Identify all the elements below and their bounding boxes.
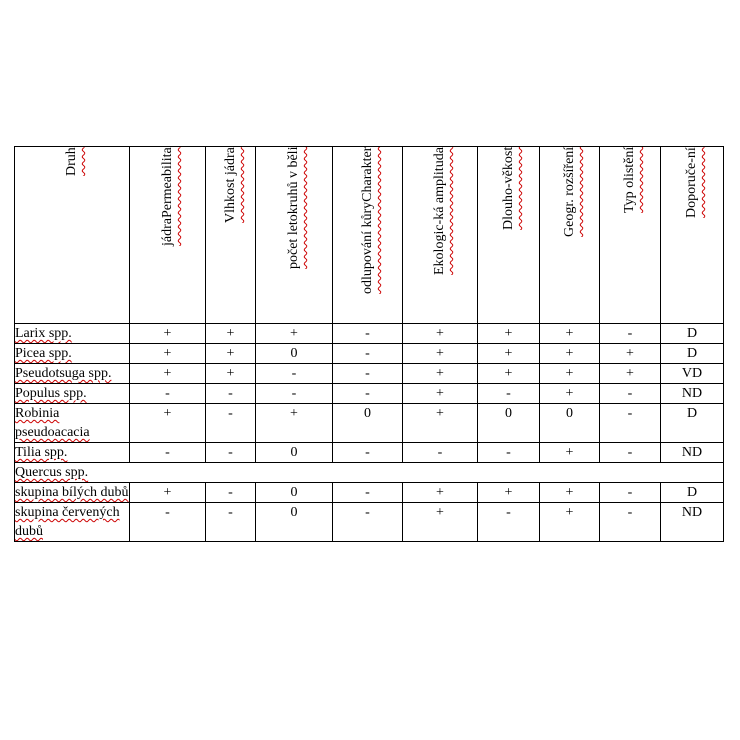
- species-name: Tilia spp.: [15, 445, 68, 460]
- header-label: Typ olistění: [622, 147, 637, 214]
- table-body: [15, 324, 724, 542]
- rating-cell: +: [540, 483, 600, 503]
- rating-cell: 0: [256, 344, 333, 364]
- species-name-cell: [15, 384, 130, 404]
- species-name: Larix spp.: [15, 326, 72, 341]
- header-label: Vlhkost jádra: [222, 147, 238, 223]
- rating-cell: +: [540, 344, 600, 364]
- rating-cell: +: [403, 384, 478, 404]
- rating-cell: +: [540, 324, 600, 344]
- rating-cell: +: [403, 364, 478, 384]
- rating-cell: -: [600, 503, 661, 542]
- header-cell-bark: [333, 147, 403, 324]
- rating-cell: +: [540, 384, 600, 404]
- rating-cell: +: [130, 364, 206, 384]
- rating-cell: -: [600, 384, 661, 404]
- header-label: Doporuče-ní: [684, 147, 699, 218]
- rating-cell: +: [403, 503, 478, 542]
- rating-cell: D: [661, 483, 724, 503]
- table-row: [15, 483, 724, 503]
- rating-cell: -: [206, 404, 256, 443]
- table-row: [15, 344, 724, 364]
- rating-cell: 0: [333, 404, 403, 443]
- rating-cell: -: [333, 344, 403, 364]
- rating-cell: -: [206, 443, 256, 463]
- rating-cell: -: [600, 443, 661, 463]
- rating-cell: +: [256, 404, 333, 443]
- rating-cell: -: [256, 384, 333, 404]
- rating-cell: -: [333, 503, 403, 542]
- species-name: Pseudotsuga spp.: [15, 366, 112, 381]
- rating-cell: +: [256, 324, 333, 344]
- header-label: odlupování kůryCharakter: [359, 147, 375, 295]
- header-label: Dlouho-věkost: [500, 147, 516, 231]
- rating-cell: +: [206, 324, 256, 344]
- rating-cell: +: [478, 483, 540, 503]
- header-cell-longevity: [478, 147, 540, 324]
- header-label: Druh: [64, 147, 79, 176]
- table-row: [15, 364, 724, 384]
- header-label: Geogr. rozšíření: [561, 147, 577, 238]
- rating-cell: 0: [478, 404, 540, 443]
- header-cell-foliage: [600, 147, 661, 324]
- rating-cell: -: [130, 384, 206, 404]
- table-row: [15, 503, 724, 542]
- rating-cell: D: [661, 344, 724, 364]
- rating-cell: VD: [661, 364, 724, 384]
- rating-cell: +: [130, 344, 206, 364]
- rating-cell: ND: [661, 384, 724, 404]
- rating-cell: ND: [661, 503, 724, 542]
- table-row: [15, 384, 724, 404]
- rating-cell: 0: [256, 483, 333, 503]
- rating-cell: +: [540, 503, 600, 542]
- rating-cell: -: [256, 364, 333, 384]
- rating-cell: -: [130, 443, 206, 463]
- species-name-cell: [15, 503, 130, 542]
- species-name-cell: [15, 324, 130, 344]
- rating-cell: +: [478, 364, 540, 384]
- species-name: skupina bílých dubů: [15, 485, 129, 500]
- rating-cell: +: [478, 344, 540, 364]
- table-row: [15, 324, 724, 344]
- species-name: skupina červených dubů: [15, 505, 120, 539]
- species-name-cell: [15, 483, 130, 503]
- rating-cell: -: [600, 483, 661, 503]
- rating-cell: +: [403, 483, 478, 503]
- rating-cell: -: [478, 384, 540, 404]
- rating-cell: D: [661, 404, 724, 443]
- header-cell-moisture: [206, 147, 256, 324]
- header-cell-ecological-amplitude: [403, 147, 478, 324]
- rating-cell: +: [130, 324, 206, 344]
- species-name: Picea spp.: [15, 346, 72, 361]
- species-name: Populus spp.: [15, 386, 87, 401]
- rating-cell: -: [403, 443, 478, 463]
- rating-cell: 0: [256, 443, 333, 463]
- header-cell-permeability: [130, 147, 206, 324]
- rating-cell: +: [540, 364, 600, 384]
- rating-cell: +: [600, 344, 661, 364]
- rating-cell: ND: [661, 443, 724, 463]
- rating-cell: -: [478, 443, 540, 463]
- rating-cell: +: [206, 344, 256, 364]
- rating-cell: -: [600, 404, 661, 443]
- rating-cell: +: [130, 483, 206, 503]
- header-row: [15, 147, 724, 324]
- group-label-cell: [15, 463, 724, 483]
- species-name-cell: [15, 364, 130, 384]
- rating-cell: -: [206, 384, 256, 404]
- rating-cell: +: [540, 443, 600, 463]
- rating-cell: +: [478, 324, 540, 344]
- rating-cell: D: [661, 324, 724, 344]
- rating-cell: -: [333, 364, 403, 384]
- rating-cell: -: [333, 443, 403, 463]
- table-row: [15, 404, 724, 443]
- header-cell-sapwood-rings: [256, 147, 333, 324]
- rating-cell: -: [333, 483, 403, 503]
- rating-cell: -: [333, 384, 403, 404]
- rating-cell: -: [206, 503, 256, 542]
- species-name-cell: [15, 443, 130, 463]
- header-cell-distribution: [540, 147, 600, 324]
- header-cell-recommendation: [661, 147, 724, 324]
- rating-cell: 0: [540, 404, 600, 443]
- header-label: Ekologic-ká amplituda: [432, 147, 447, 275]
- header-cell-species: [15, 147, 130, 324]
- species-name-cell: [15, 404, 130, 443]
- group-row: [15, 463, 724, 483]
- rating-cell: +: [403, 324, 478, 344]
- header-label: počet letokruhů v běli: [286, 147, 301, 270]
- species-table: [14, 146, 724, 542]
- rating-cell: -: [600, 324, 661, 344]
- rating-cell: -: [206, 483, 256, 503]
- rating-cell: 0: [256, 503, 333, 542]
- rating-cell: +: [130, 404, 206, 443]
- rating-cell: +: [206, 364, 256, 384]
- rating-cell: -: [130, 503, 206, 542]
- rating-cell: -: [478, 503, 540, 542]
- species-name-cell: [15, 344, 130, 364]
- species-name: Robinia pseudoacacia: [15, 406, 90, 440]
- rating-cell: +: [403, 404, 478, 443]
- rating-cell: +: [403, 344, 478, 364]
- rating-cell: +: [600, 364, 661, 384]
- header-label: jádraPermeabilita: [159, 147, 175, 246]
- rating-cell: -: [333, 324, 403, 344]
- group-label: Quercus spp.: [15, 465, 89, 480]
- table-row: [15, 443, 724, 463]
